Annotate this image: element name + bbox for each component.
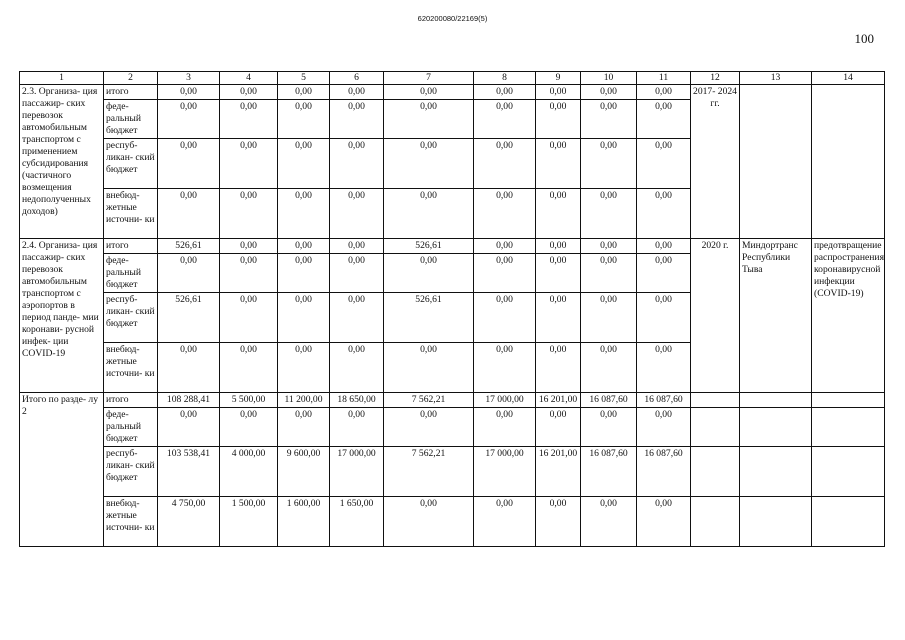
empty-cell [740,447,812,497]
amount-cell: 0,00 [220,254,278,293]
column-number: 9 [536,72,581,85]
amount-cell: 526,61 [384,239,474,254]
amount-cell: 0,00 [158,139,220,189]
funding-source: респуб- ликан- ский бюджет [104,139,158,189]
amount-cell: 0,00 [474,139,536,189]
funding-source: феде- ральный бюджет [104,254,158,293]
amount-cell: 0,00 [581,139,637,189]
column-number: 12 [691,72,740,85]
amount-cell: 0,00 [330,189,384,239]
amount-cell: 17 000,00 [474,393,536,408]
measure-name: 2.4. Организа- ция пассажир- ских перевозок автомобильным транспортом с аэропортов в период панде- мии коронави- русной инфек- ции COVID-19 [20,239,104,393]
amount-cell: 0,00 [536,189,581,239]
amount-cell: 0,00 [220,139,278,189]
amount-cell: 0,00 [158,254,220,293]
amount-cell: 1 650,00 [330,497,384,547]
empty-cell [812,497,885,547]
amount-cell: 0,00 [384,497,474,547]
column-number: 13 [740,72,812,85]
measure-name: Итого по разде- лу 2 [20,393,104,547]
funding-source: феде- ральный бюджет [104,408,158,447]
amount-cell: 0,00 [330,139,384,189]
measure-name: 2.3. Организа- ция пассажир- ских перевозок автомобильным транспортом с применением субсидирования (частичного возмещения недополученных доходов) [20,85,104,239]
amount-cell: 0,00 [581,239,637,254]
amount-cell: 16 201,00 [536,393,581,408]
amount-cell: 0,00 [220,408,278,447]
amount-cell: 0,00 [581,189,637,239]
amount-cell: 0,00 [220,85,278,100]
table-row [20,85,885,100]
amount-cell: 0,00 [220,100,278,139]
amount-cell: 0,00 [637,408,691,447]
funding-source: внебюд- жетные источни- ки [104,343,158,393]
amount-cell: 0,00 [637,254,691,293]
amount-cell: 0,00 [536,408,581,447]
document-id: 620200080/22169(5) [417,14,488,23]
responsible-executor: Миндортранс Республики Тыва [740,239,812,393]
amount-cell: 0,00 [474,497,536,547]
responsible-executor [740,85,812,239]
amount-cell: 0,00 [474,189,536,239]
amount-cell: 0,00 [536,139,581,189]
column-number: 5 [278,72,330,85]
amount-cell: 0,00 [536,343,581,393]
amount-cell: 0,00 [637,139,691,189]
amount-cell: 0,00 [474,100,536,139]
column-number: 4 [220,72,278,85]
amount-cell: 4 750,00 [158,497,220,547]
amount-cell: 0,00 [474,85,536,100]
implementation-period: 2020 г. [691,239,740,393]
amount-cell: 0,00 [384,189,474,239]
empty-cell [691,497,740,547]
funding-source: внебюд- жетные источни- ки [104,189,158,239]
amount-cell: 0,00 [581,408,637,447]
amount-cell: 0,00 [536,85,581,100]
empty-cell [691,447,740,497]
column-number: 3 [158,72,220,85]
amount-cell: 0,00 [278,408,330,447]
amount-cell: 1 600,00 [278,497,330,547]
amount-cell: 0,00 [384,100,474,139]
column-number-row [20,72,885,85]
amount-cell: 0,00 [278,100,330,139]
funding-source: респуб- ликан- ский бюджет [104,447,158,497]
amount-cell: 526,61 [384,293,474,343]
amount-cell: 0,00 [220,343,278,393]
implementation-period: 2017- 2024 гг. [691,85,740,239]
column-number: 14 [812,72,885,85]
amount-cell: 0,00 [384,343,474,393]
amount-cell: 0,00 [384,85,474,100]
amount-cell: 0,00 [220,239,278,254]
amount-cell: 0,00 [278,85,330,100]
table-row [20,393,885,408]
empty-cell [812,393,885,408]
amount-cell: 0,00 [330,343,384,393]
amount-cell: 0,00 [330,100,384,139]
amount-cell: 0,00 [330,293,384,343]
amount-cell: 0,00 [384,408,474,447]
amount-cell: 0,00 [637,497,691,547]
amount-cell: 103 538,41 [158,447,220,497]
amount-cell: 16 201,00 [536,447,581,497]
amount-cell: 526,61 [158,293,220,343]
amount-cell: 18 650,00 [330,393,384,408]
amount-cell: 0,00 [581,497,637,547]
amount-cell: 0,00 [278,293,330,343]
amount-cell: 7 562,21 [384,447,474,497]
amount-cell: 0,00 [581,293,637,343]
amount-cell: 0,00 [637,100,691,139]
empty-cell [740,497,812,547]
funding-source: внебюд- жетные источни- ки [104,497,158,547]
amount-cell: 0,00 [278,239,330,254]
column-number: 6 [330,72,384,85]
amount-cell: 0,00 [581,85,637,100]
amount-cell: 0,00 [158,189,220,239]
amount-cell: 0,00 [581,100,637,139]
funding-source: итого [104,393,158,408]
amount-cell: 0,00 [474,239,536,254]
amount-cell: 0,00 [330,85,384,100]
amount-cell: 0,00 [384,139,474,189]
amount-cell: 16 087,60 [637,447,691,497]
amount-cell: 0,00 [637,189,691,239]
amount-cell: 0,00 [278,254,330,293]
amount-cell: 0,00 [536,497,581,547]
amount-cell: 526,61 [158,239,220,254]
amount-cell: 0,00 [158,343,220,393]
amount-cell: 0,00 [637,85,691,100]
funding-source: респуб- ликан- ский бюджет [104,293,158,343]
amount-cell: 0,00 [384,254,474,293]
amount-cell: 16 087,60 [581,393,637,408]
column-number: 11 [637,72,691,85]
amount-cell: 0,00 [158,85,220,100]
page-number: 100 [854,31,874,46]
amount-cell: 1 500,00 [220,497,278,547]
amount-cell: 17 000,00 [474,447,536,497]
amount-cell: 0,00 [536,254,581,293]
amount-cell: 0,00 [637,293,691,343]
table-row [20,447,885,497]
funding-source: итого [104,239,158,254]
amount-cell: 108 288,41 [158,393,220,408]
empty-cell [740,408,812,447]
amount-cell: 0,00 [637,239,691,254]
expected-result [812,85,885,239]
amount-cell: 0,00 [536,293,581,343]
column-number: 7 [384,72,474,85]
amount-cell: 0,00 [474,293,536,343]
amount-cell: 0,00 [158,100,220,139]
amount-cell: 0,00 [474,343,536,393]
amount-cell: 0,00 [220,189,278,239]
table-row [20,408,885,447]
column-number: 1 [20,72,104,85]
empty-cell [812,408,885,447]
amount-cell: 0,00 [278,189,330,239]
amount-cell: 16 087,60 [637,393,691,408]
amount-cell: 0,00 [330,239,384,254]
amount-cell: 4 000,00 [220,447,278,497]
amount-cell: 0,00 [581,343,637,393]
amount-cell: 0,00 [158,408,220,447]
expected-result: предотвращение распространения коронавирусной инфекции (COVID-19) [812,239,885,393]
column-number: 10 [581,72,637,85]
amount-cell: 7 562,21 [384,393,474,408]
funding-source: феде- ральный бюджет [104,100,158,139]
amount-cell: 0,00 [474,408,536,447]
amount-cell: 0,00 [474,254,536,293]
empty-cell [740,393,812,408]
empty-cell [812,447,885,497]
amount-cell: 0,00 [278,343,330,393]
column-number: 8 [474,72,536,85]
amount-cell: 17 000,00 [330,447,384,497]
amount-cell: 0,00 [220,293,278,343]
empty-cell [691,393,740,408]
table-row [20,497,885,547]
program-table [19,71,885,547]
table-row [20,239,885,254]
amount-cell: 9 600,00 [278,447,330,497]
amount-cell: 0,00 [536,100,581,139]
amount-cell: 0,00 [330,254,384,293]
funding-source: итого [104,85,158,100]
column-number: 2 [104,72,158,85]
amount-cell: 5 500,00 [220,393,278,408]
amount-cell: 0,00 [330,408,384,447]
amount-cell: 0,00 [278,139,330,189]
amount-cell: 0,00 [581,254,637,293]
amount-cell: 16 087,60 [581,447,637,497]
amount-cell: 0,00 [536,239,581,254]
amount-cell: 11 200,00 [278,393,330,408]
amount-cell: 0,00 [637,343,691,393]
empty-cell [691,408,740,447]
